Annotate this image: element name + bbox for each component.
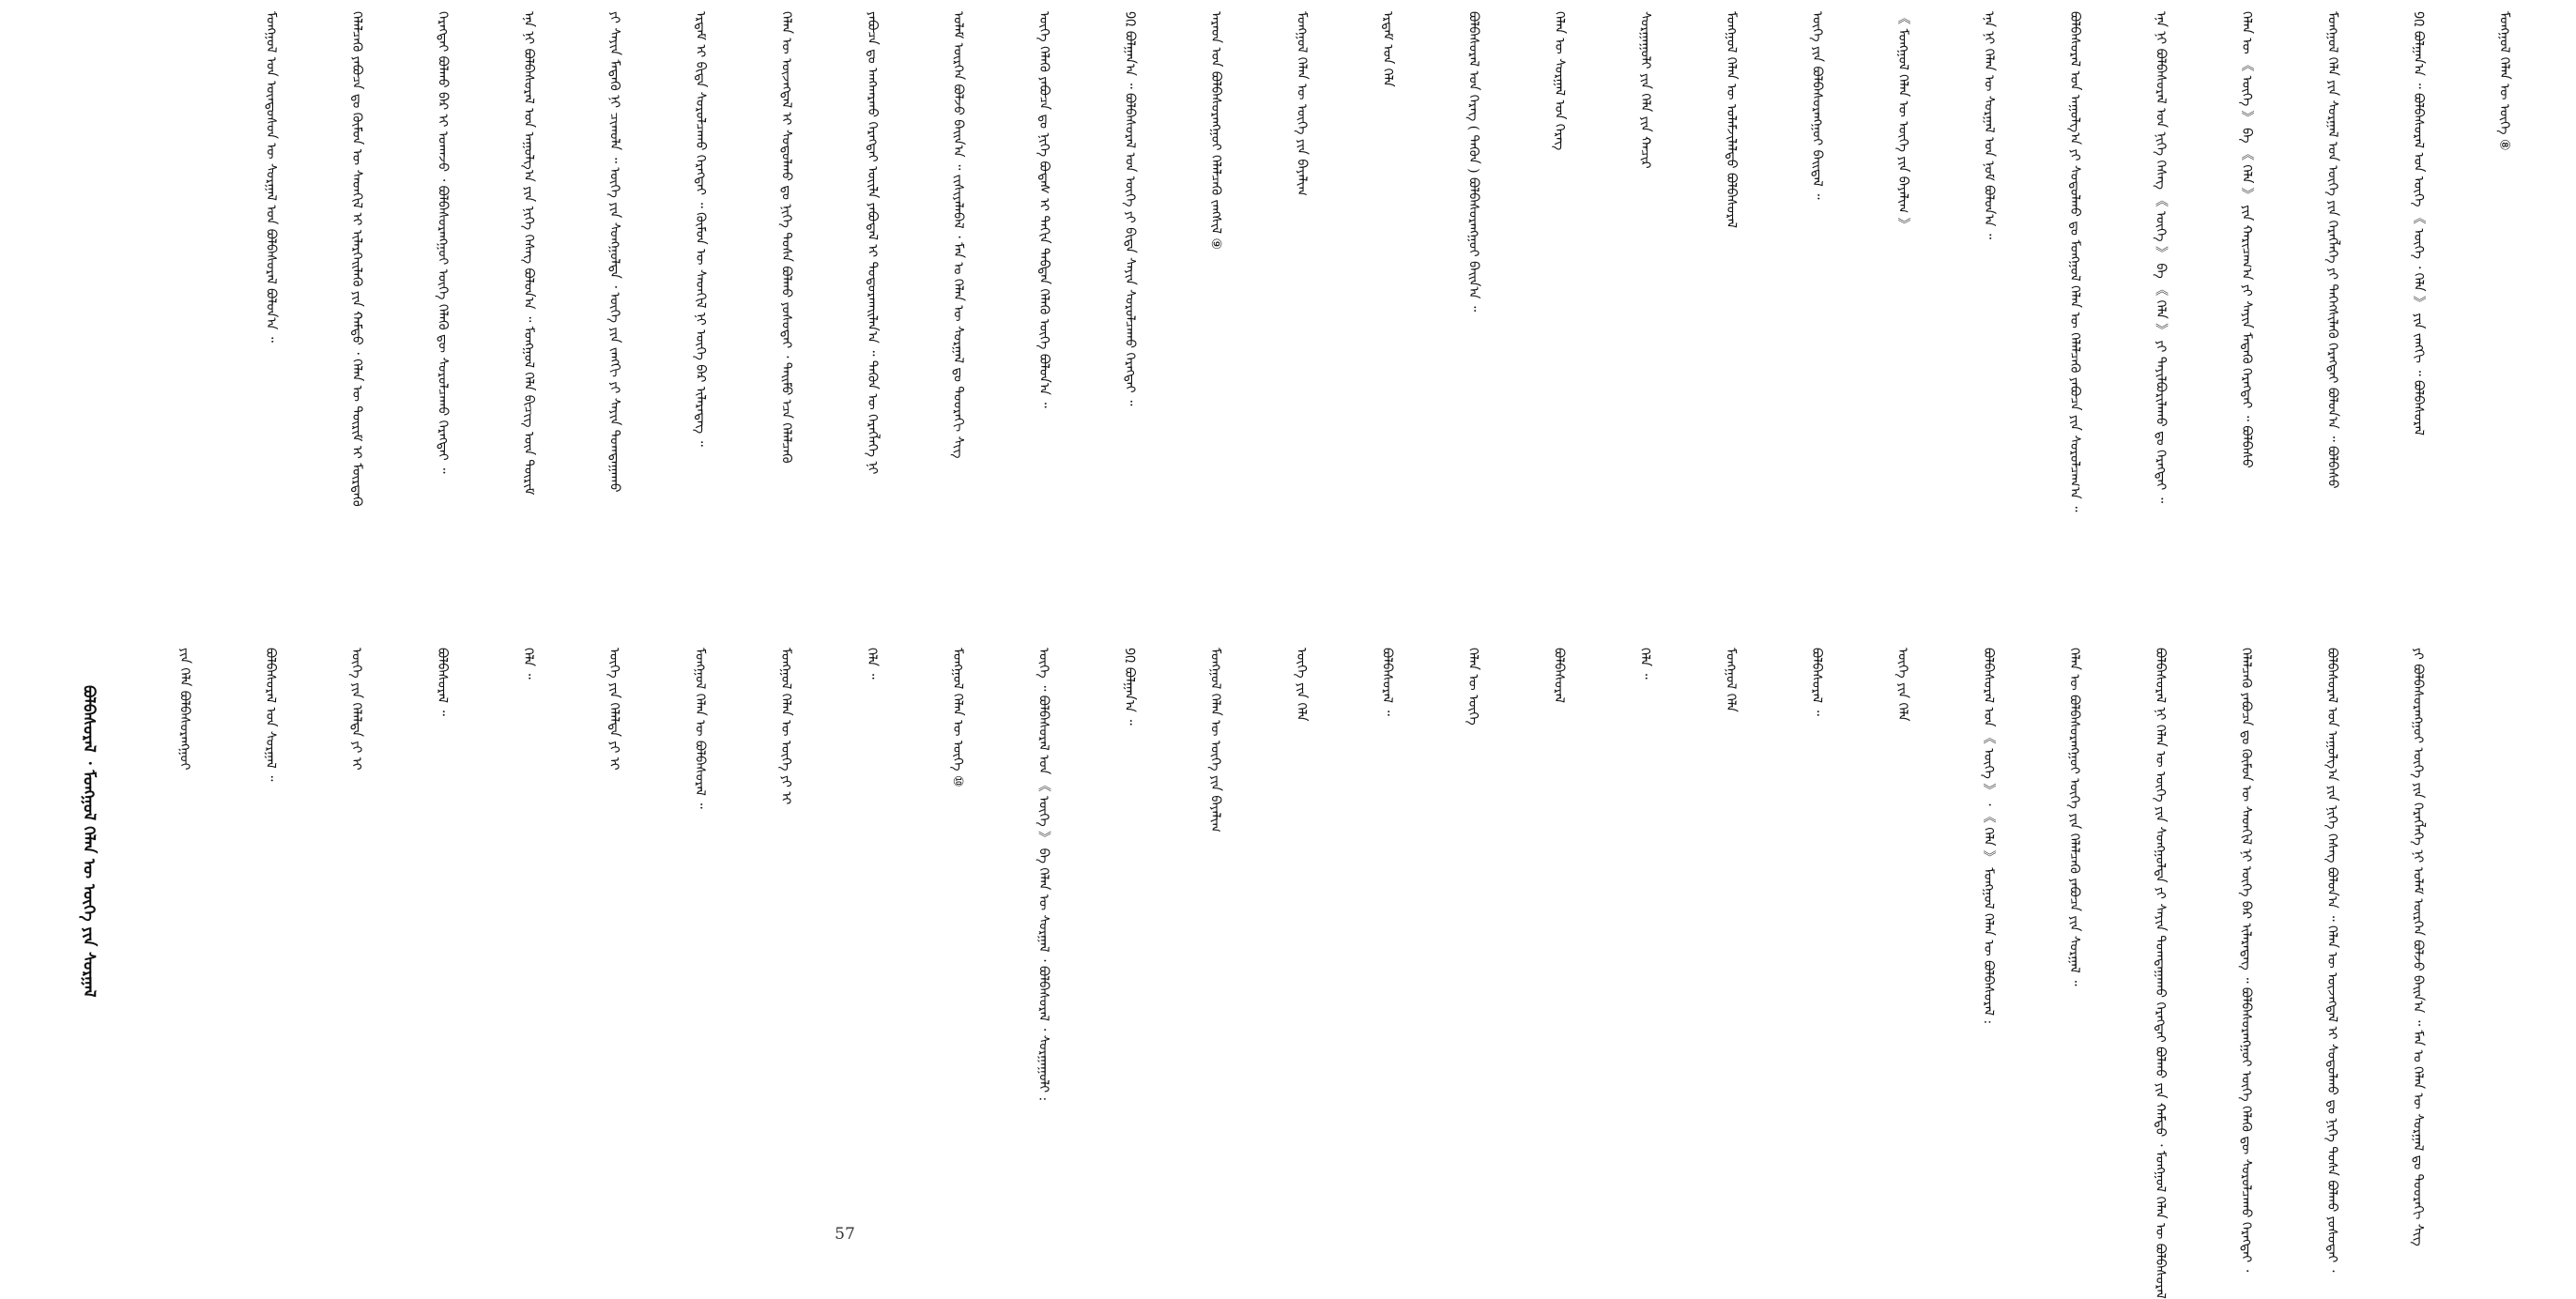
text-line: ᠡᠨᠡ ᠨᠢ ᠪᠣᠯᠪᠠᠰᠤᠷᠠᠯ ᠤᠨ ᠠᠭᠤᠯᠭ᠎ᠠ ᠶᠢᠨ ᠨᠢᠭᠡ ᠬᠡᠰᠡᠭ ᠪᠣᠯᠤᠨ᠎ᠠ ᠃ ᠮᠣᠩᠭᠣᠯ ᠬᠡᠯᠡ ᠪᠢᠴᠢᠭ ᠦᠨ ᠳᠦᠷᠢᠮ xyxy=(521,11,536,496)
text-line: ᠠᠷᠠᠳ ᠤᠨ ᠪᠣᠯᠪᠠᠰᠤᠷᠠᠩᠭᠤᠢ ᠬᠡᠯᠡᠯᠴᠡᠬᠦ ᠵᠠᠩᠰᠢᠯ ⑨ xyxy=(1208,11,1223,251)
text-line: ᠦᠭᠡ ᠶᠢᠨ ᠬᠡᠯᠡ xyxy=(1294,648,1309,722)
text-line: ᠬᠡᠯᠡ ᠃ xyxy=(520,648,536,680)
text-line: ᠬᠡᠯᠡᠨ ᠦ ᠪᠣᠯᠪᠠᠰᠤᠷᠠᠩᠭᠤᠢ ᠦᠭᠡ ᠶᠢᠨ ᠬᠡᠯᠡᠯᠴᠡᠬᠦ ᠶᠠᠪᠤᠴᠠ ᠶᠢᠨ ᠰᠤᠷᠭᠠᠯ ᠃ xyxy=(2066,648,2082,986)
text-line: ᠦᠭᠡ ᠶᠢᠨ ᠪᠣᠯᠪᠠᠰᠤᠷᠠᠩᠭᠤᠢ ᠪᠠᠢᠳᠠᠯ ᠃ xyxy=(1809,11,1825,200)
text-line: ᠮᠣᠩᠭᠣᠯ ᠬᠡᠯᠡᠨ ᠦ ᠪᠣᠯᠪᠠᠰᠤᠷᠠᠯ ᠃ xyxy=(692,648,708,809)
text-line: ᠮᠣᠩᠭᠣᠯ ᠬᠡᠯᠡᠨ ᠦ ᠦᠭᠡ ⑩ xyxy=(950,648,965,787)
text-line: ᠬᠡᠯᠡᠨ ᠦ ᠦᠵᠡᠭᠳᠡᠯ ᠢ ᠰᠤᠳᠤᠯᠬᠤ ᠳᠤ ᠨᠢᠭᠡ ᠲᠤᠰᠠ ᠪᠣᠯᠬᠤ ᠶᠣᠰᠣᠲᠠᠢ ᠂ ᠲᠡᠢᠮᠦ ᠡᠴᠡ ᠬᠡᠯᠡᠯᠴᠡᠬᠦ xyxy=(778,11,794,464)
text-line: ᠬᠡᠯᠡᠯᠴᠡᠬᠦ ᠶᠠᠪᠤᠴᠠ ᠳᠤ ᠬᠦᠮᠦᠨ ᠦ ᠰᠡᠳᠬᠢᠯ ᠨᠢ ᠦᠭᠡ ᠪᠡᠷ ᠢᠯᠡᠷᠡᠳᠡᠭ ᠃ ᠪᠣᠯᠪᠠᠰᠤᠷᠠᠩᠭᠤᠢ ᠦᠭᠡ ᠬᠡᠯᠡᠬᠦ ᠳᠦ ᠰᠤᠷᠤᠯᠴᠠᠬᠤ ᠬᠡᠷᠡᠭᠲᠡᠢ ᠂ xyxy=(2238,648,2254,1273)
text-line: ᠪᠣᠯᠪᠠᠰᠤᠷᠠᠯ ᠤᠨ 《 ᠦᠭᠡ 》 ᠂ 《 ᠬᠡᠯᠡ 》 ᠮᠣᠩᠭᠣᠯ ᠬᠡᠯᠡᠨ ᠦ ᠪᠣᠯᠪᠠᠰᠤᠷᠠᠯ : xyxy=(1981,648,1996,1025)
text-line: ᠬᠡᠷᠡᠭᠲᠡᠢ ᠪᠣᠯᠬᠤ ᠪᠠᠷ ᠢ ᠤᠬᠠᠵᠤ ᠂ ᠪᠣᠯᠪᠠᠰᠤᠷᠠᠩᠭᠤᠢ ᠦᠭᠡ ᠬᠡᠯᠡᠬᠦ ᠳᠦ ᠰᠤᠷᠤᠯᠴᠠᠬᠤ ᠬᠡᠷᠡᠭᠲᠡᠢ ᠃ xyxy=(435,11,451,474)
text-line: ᠑᠒ ᠪᠣᠯᠭᠠᠨ᠎ᠠ ᠃ ᠪᠣᠯᠪᠠᠰᠤᠷᠠᠯ ᠤᠨ ᠦᠭᠡ 《 ᠦᠭᠡ ᠂ ᠬᠡᠯᠡ 》 ᠶᠢᠨ ᠵᠠᠩᠭᠢ ᠃ ᠪᠣᠯᠪᠠᠰᠤᠷᠠᠯ xyxy=(2411,11,2426,436)
text-line: ᠦᠭᠡ ᠶᠢᠨ ᠬᠡᠯᠡᠯᠲᠡ ᠶᠢ ᠢ xyxy=(606,648,621,771)
text-line: ᠦᠭᠡ ᠃ ᠪᠣᠯᠪᠠᠰᠤᠷᠠᠯ ᠤᠨ 《 ᠦᠭᠡ 》 ᠪᠠ ᠬᠡᠯᠡᠨ ᠦ ᠰᠤᠷᠭᠠᠯ ᠂ ᠪᠣᠯᠪᠠᠰᠤᠷᠠᠯ ᠂ ᠰᠤᠷᠭᠠᠭᠤᠯᠢ : xyxy=(1035,648,1051,1102)
text-line: ᠮᠣᠩᠭᠣᠯ ᠬᠡᠯᠡᠨ ᠦ ᠦᠭᠡ ⑧ xyxy=(2496,11,2512,151)
text-line: ᠡᠷᠳᠡᠮ ᠤᠨ ᠬᠡᠯᠡ xyxy=(1380,11,1395,87)
text-line: ᠬᠡᠯᠡᠯᠴᠡᠬᠦ ᠶᠠᠪᠤᠴᠠ ᠳᠤ ᠬᠦᠮᠦᠨ ᠦ ᠰᠡᠳᠬᠢᠯ ᠢ ᠢᠯᠡᠷᠬᠡᠢᠯᠡᠬᠦ ᠶᠢᠨ ᠬᠠᠮᠲᠤ ᠂ ᠬᠡᠯᠡᠨ ᠦ ᠳᠦᠷᠢᠮ ᠢ ᠮᠥᠷᠳᠡᠬᠦ xyxy=(349,11,364,507)
text-line: ᠮᠣᠩᠭᠣᠯ ᠬᠡᠯᠡ xyxy=(1723,648,1739,712)
text-line: ᠮᠣᠩᠭᠣᠯ ᠬᠡᠯᠡᠨ ᠦ ᠦᠭᠡ ᠶᠢ ᠢ xyxy=(778,648,793,805)
text-line: ᠦᠭᠡ ᠶᠢᠨ ᠬᠡᠯᠡ xyxy=(1894,648,1910,722)
text-line: ᠪᠣᠯᠪᠠᠰᠤᠷᠠᠯ ᠤᠨ ᠠᠭᠤᠯᠭ᠎ᠠ ᠶᠢ ᠰᠤᠳᠤᠯᠬᠤ ᠳᠤ ᠮᠣᠩᠭᠣᠯ ᠬᠡᠯᠡᠨ ᠦ ᠬᠡᠯᠡᠯᠴᠡᠬᠦ ᠶᠠᠪᠤᠴᠠ ᠶᠢᠨ ᠰᠤᠷᠤᠯᠴᠠᠭ᠎ᠠ ᠃ xyxy=(2067,11,2082,512)
text-line: ᠤᠯᠠᠮ ᠦᠷᠭᠡᠨ ᠪᠣᠯᠵᠤ ᠪᠠᠢᠨ᠎ᠠ ᠃ ᠵᠢᠱᠢᠶᠡᠯᠡᠪᠡᠯ ᠂ ᠮᠠᠨ ᠤ ᠬᠡᠯᠡᠨ ᠦ ᠰᠤᠷᠭᠠᠯ ᠳᠤ ᠳᠣᠣᠷᠠᠬᠢ ᠰᠢᠭ xyxy=(950,11,966,459)
text-line: ᠬᠡᠯᠡᠨ ᠦ ᠰᠤᠷᠭᠠᠯ ᠤᠨ ᠬᠡᠷᠡᠭ xyxy=(1552,11,1567,151)
text-line: ᠮᠣᠩᠭᠣᠯ ᠤᠨ ᠦᠨᠳᠦᠰᠦᠨ ᠦ ᠰᠤᠷᠭᠠᠯ ᠤᠨ ᠪᠣᠯᠪᠠᠰᠤᠷᠠᠯ ᠪᠣᠯᠤᠨ᠎ᠠ ᠃ xyxy=(263,11,279,343)
text-line: ᠶᠠᠪᠤᠴᠠ ᠳᠤ ᠠᠩᠬᠠᠷᠬᠤ ᠬᠡᠷᠡᠭᠲᠡᠢ ᠦᠢᠯᠡ ᠶᠠᠪᠤᠳᠠᠯ ᠢ ᠲᠣᠳᠣᠷᠬᠠᠢᠯᠠᠨ᠎ᠠ ᠃ ᠲᠡᠭᠦᠨ ᠦ ᠬᠡᠷᠡᠭᠯᠡᠭᠡ ᠨᠢ xyxy=(865,11,880,475)
text-line: ᠡᠷᠳᠡᠮ ᠢ ᠪᠢᠳᠡ ᠰᠤᠷᠤᠯᠴᠠᠬᠤ ᠬᠡᠷᠡᠭᠲᠡᠢ ᠃ ᠬᠦᠮᠦᠨ ᠦ ᠰᠡᠳᠬᠢᠯ ᠨᠢ ᠦᠭᠡ ᠪᠡᠷ ᠢᠯᠡᠷᠡᠳᠡᠭ ᠃ xyxy=(693,11,708,447)
page-number: 57 xyxy=(835,1225,855,1244)
text-line: ᠪᠣᠯᠪᠠᠰᠤᠷᠠᠯ ᠃ xyxy=(435,648,450,716)
text-line: ᠮᠣᠩᠭᠣᠯ ᠬᠡᠯᠡ ᠶᠢᠨ ᠰᠤᠷᠭᠠᠯ ᠤᠨ ᠦᠭᠡ ᠶᠢᠨ ᠬᠡᠷᠡᠭᠯᠡᠭᠡ ᠶᠢ ᠳᠡᠭᠡᠭᠰᠢᠯᠡᠬᠦ ᠬᠡᠷᠡᠭᠲᠡᠢ ᠪᠣᠯᠤᠨ᠎ᠠ ᠃ ᠪᠣᠯᠪᠠᠰᠤ xyxy=(2324,11,2340,489)
section-heading xyxy=(17,685,99,1117)
text-line: ᠦᠭᠡ ᠬᠡᠯᠡᠬᠦ ᠶᠠᠪᠤᠴᠠ ᠳᠤ ᠨᠢᠭᠡ ᠪᠣᠳᠠᠰ ᠢ ᠳᠠᠬᠢᠨ ᠳᠠᠪᠲᠠᠨ ᠬᠡᠯᠡᠬᠦ ᠦᠭᠡ ᠪᠣᠯᠤᠨ᠎ᠠ ᠃ xyxy=(1036,11,1051,408)
text-line: ᠦᠭᠡ ᠶᠢᠨ ᠬᠡᠯᠡᠯᠲᠡ ᠶᠢ ᠢ xyxy=(348,648,364,771)
text-line: ᠬᠡᠯᠡ ᠃ xyxy=(864,648,880,680)
text-line: ᠪᠣᠯᠪᠠᠰᠤᠷᠠᠯ xyxy=(1551,648,1567,704)
text-line: ᠪᠣᠯᠪᠠᠰᠤᠷᠠᠯ ᠤᠨ ᠠᠭᠤᠯᠭ᠎ᠠ ᠶᠢᠨ ᠨᠢᠭᠡ ᠬᠡᠰᠡᠭ ᠪᠣᠯᠤᠨ᠎ᠠ ᠃ ᠬᠡᠯᠡᠨ ᠦ ᠦᠵᠡᠭᠳᠡᠯ ᠢ ᠰᠤᠳᠤᠯᠬᠤ ᠳᠤ ᠨᠢᠭᠡ ᠲᠤᠰᠠ ᠪᠣᠯᠬᠤ ᠶᠣᠰᠣᠲᠠᠢ ᠂ xyxy=(2324,648,2339,1273)
text-line: ᠶᠢ ᠰᠠᠶᠢᠨ ᠮᠡᠳᠡᠬᠦ ᠨᠢ ᠴᠢᠬᠤᠯᠠ ᠃ ᠦᠭᠡ ᠶᠢᠨ ᠰᠤᠩᠭᠤᠯᠲᠠ ᠂ ᠦᠭᠡ ᠶᠢᠨ ᠵᠠᠩᠭᠢ ᠶᠢ ᠰᠠᠶᠢᠨ ᠲᠣᠭᠲᠠᠭᠠᠬᠤ xyxy=(606,11,622,493)
text-line: ᠡᠨᠡ ᠨᠢ ᠬᠡᠯᠡᠨ ᠦ ᠰᠤᠷᠭᠠᠯ ᠤᠨ ᠨᠣᠮ ᠪᠣᠯᠤᠨ᠎ᠠ ᠃ xyxy=(1981,11,1997,239)
text-line: ᠑᠒ ᠪᠣᠯᠭᠠᠨ᠎ᠠ ᠃ xyxy=(1122,648,1137,726)
text-line: 《 ᠮᠣᠩᠭᠣᠯ ᠬᠡᠯᠡᠨ ᠦ ᠦᠭᠡ ᠶᠢᠨ ᠪᠠᠶᠠᠯᠢᠭ 》 xyxy=(1895,11,1910,231)
upper-text-block xyxy=(199,11,2512,631)
text-line: ᠑᠒ ᠪᠣᠯᠭᠠᠨ᠎ᠠ ᠃ ᠪᠣᠯᠪᠠᠰᠤᠷᠠᠯ ᠤᠨ ᠦᠭᠡ ᠶᠢ ᠪᠢᠳᠡ ᠰᠠᠶᠢᠨ ᠰᠤᠷᠤᠯᠴᠠᠬᠤ ᠬᠡᠷᠡᠭᠲᠡᠢ ᠃ xyxy=(1122,11,1138,406)
text-line: ᠪᠣᠯᠪᠠᠰᠤᠷᠠᠯ ᠃ xyxy=(1379,648,1395,716)
text-line: ᠡᠨᠡ ᠨᠢ ᠪᠣᠯᠪᠠᠰᠤᠷᠠᠯ ᠤᠨ ᠨᠢᠭᠡ ᠬᠡᠰᠡᠭ 《 ᠦᠭᠡ 》 ᠪᠠ 《 ᠬᠡᠯᠡ 》 ᠶᠢ ᠲᠠᠶᠢᠯᠪᠤᠷᠢᠯᠠᠬᠤ ᠳᠤ ᠬᠡᠷᠡᠭᠲᠡᠢ ᠃ xyxy=(2153,11,2169,503)
text-line: ᠪᠣᠯᠪᠠᠰᠤᠷᠠᠯ ᠨᠢ ᠬᠡᠯᠡᠨ ᠦ ᠦᠭᠡ ᠶᠢᠨ ᠰᠤᠩᠭᠤᠯᠲᠠ ᠶᠢ ᠰᠠᠶᠢᠨ ᠲᠣᠭᠲᠠᠭᠠᠬᠤ ᠬᠡᠷᠡᠭᠲᠡᠢ ᠪᠣᠯᠬᠤ ᠶᠢᠨ ᠬᠠᠮᠲᠤ ᠂ ᠮᠣᠩᠭᠣᠯ ᠬᠡᠯᠡᠨ ᠦ ᠪᠣᠯᠪᠠᠰᠤᠷᠠᠯ xyxy=(2153,648,2168,1299)
text-line: ᠮᠣᠩᠭᠣᠯ ᠬᠡᠯᠡᠨ ᠦ ᠤᠯᠠᠮᠵᠢᠯᠠᠯᠲᠤ ᠪᠣᠯᠪᠠᠰᠤᠷᠠᠯ xyxy=(1724,11,1739,229)
text-line: ᠮᠣᠩᠭᠣᠯ ᠬᠡᠯᠡᠨ ᠦ ᠦᠭᠡ ᠶᠢᠨ ᠪᠠᠶᠠᠯᠢᠭ xyxy=(1294,11,1310,196)
text-line: ᠪᠣᠯᠪᠠᠰᠤᠷᠠᠯ ᠤᠨ ᠰᠤᠷᠭᠠᠯ ᠃ xyxy=(263,648,278,782)
lower-text-block xyxy=(113,648,2426,1299)
text-line: ᠮᠣᠩᠭᠣᠯ ᠬᠡᠯᠡᠨ ᠦ ᠦᠭᠡ ᠶᠢᠨ ᠪᠠᠶᠠᠯᠢᠭ xyxy=(1207,648,1223,833)
text-line: ᠪᠣᠯᠪᠠᠰᠤᠷᠠᠯ ᠃ xyxy=(1809,648,1824,716)
text-line: ᠬᠡᠯᠡᠨ ᠦ 《 ᠦᠭᠡ 》 ᠪᠠ 《 ᠬᠡᠯᠡ 》 ᠶᠢᠨ ᠬᠠᠷᠢᠴᠠᠭ᠎ᠠ ᠶᠢ ᠰᠠᠶᠢᠨ ᠮᠡᠳᠡᠬᠦ ᠬᠡᠷᠡᠭᠲᠡᠢ ᠃ ᠪᠣᠯᠪᠠᠰᠤ xyxy=(2239,11,2254,468)
heading-title: ᠪᠣᠯᠪᠠᠰᠤᠷᠠᠯ ᠂ ᠮᠣᠩᠭᠣᠯ ᠬᠡᠯᠡᠨ ᠦ ᠦᠭᠡ ᠶᠢᠨ ᠰᠤᠷᠭᠠᠯ xyxy=(79,685,99,998)
text-line: ᠬᠡᠯᠡᠨ ᠦ ᠦᠭᠡ xyxy=(1465,648,1480,726)
text-line: ᠰᠤᠷᠭᠠᠭᠤᠯᠢ ᠶᠢᠨ ᠬᠡᠯᠡ ᠶᠢᠨ ᠬᠠᠴᠢᠷ xyxy=(1637,11,1653,169)
text-line: ᠶᠢ ᠪᠣᠯᠪᠠᠰᠤᠷᠠᠩᠭᠤᠢ ᠦᠭᠡ ᠶᠢᠨ ᠬᠡᠷᠡᠭᠯᠡᠭᠡ ᠨᠢ ᠤᠯᠠᠮ ᠦᠷᠭᠡᠨ ᠪᠣᠯᠵᠤ ᠪᠠᠢᠨ᠎ᠠ ᠃ ᠮᠠᠨ ᠤ ᠬᠡᠯᠡᠨ ᠦ ᠰᠤᠷᠭᠠᠯ ᠳᠤ ᠳᠣᠣᠷᠠᠬᠢ ᠰᠢᠭ xyxy=(2410,648,2426,1246)
text-line: ᠪᠣᠯᠪᠠᠰᠤᠷᠠᠯ ᠤᠨ ᠬᠡᠷᠡᠭ ( ᠲᠡᠭᠦᠨ ) ᠪᠣᠯᠪᠠᠰᠤᠷᠠᠩᠭᠤᠢ ᠪᠠᠢᠨ᠎ᠠ ᠃ xyxy=(1465,11,1481,313)
text-line: ᠬᠡᠯᠡ ᠃ xyxy=(1637,648,1652,680)
text-line: ᠶᠢᠨ ᠬᠡᠯᠡ ᠪᠣᠯᠪᠠᠰᠤᠷᠠᠩᠭᠤᠢ xyxy=(176,648,192,771)
